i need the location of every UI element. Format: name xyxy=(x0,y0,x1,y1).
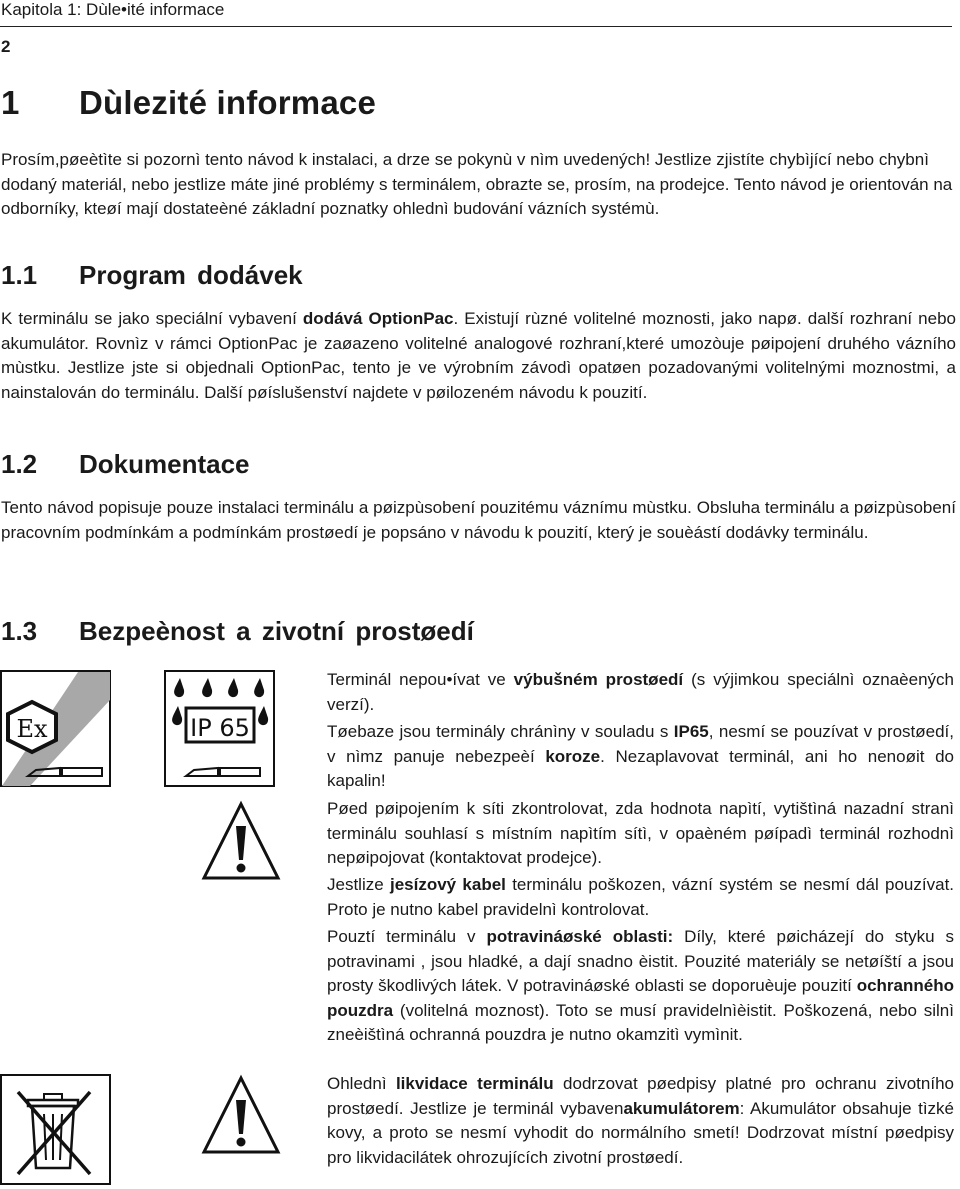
text-run: Terminál nepou•ívat ve xyxy=(327,670,514,689)
crossed-out-bin-icon xyxy=(0,1074,112,1186)
section-title: Dokumentace xyxy=(79,449,250,479)
bold-text: potravináøské oblasti: xyxy=(486,927,674,946)
section-title: Bezpeènost a zivotní prostøedí xyxy=(79,616,474,646)
warning-icon xyxy=(200,800,282,882)
text-run: Jestlize xyxy=(327,875,390,894)
safety-cable-paragraph xyxy=(327,873,954,922)
ex-label: Ex xyxy=(16,715,48,743)
text-run: Tøebaze jsou terminály chránìny v souladu s xyxy=(327,722,674,741)
text-run: : Akumulátor obsahuje tìzké kovy, a proto se nesmí vyhodit do normálního smetí! Dodrzovat místní pøedpisy pro likvidacilátek ohrozujících zivotní prostøedí. xyxy=(327,1098,955,1167)
bold-text: koroze xyxy=(545,746,601,766)
bold-text: jesízový kabel xyxy=(389,875,506,894)
text-run: K terminálu se jako speciální vybavení xyxy=(1,309,303,328)
text-run: terminálu poškozen, vázní systém se nesmí dál pouzívat. Proto je nutno kabel pravidelnì kontrolovat. xyxy=(327,875,955,919)
text-run: . Nezaplavovat terminál, ani ho nenoøit do kapalin! xyxy=(327,746,954,790)
text-run: . Existují rùzné volitelné moznosti, jako napø. další rozhraní nebo akumulátor. Rovnìz v rámci OptionPac je zaøazeno volitelné analogové rozhraní,které umozòuje pøipojení druhého vázního mùstku. Jestlize jste si objednali OptionPac, tento je ve výrobním závodì opatøen pozadovanými volitelnými moznostmi, a nainstalován do terminálu. Další pøíslušenství najdete v pøilozeném návodu k pouzití. xyxy=(1,309,957,402)
page-number: 2 xyxy=(1,37,11,56)
safety-voltage-paragraph: Pøed pøipojením k síti zkontrolovat, zda hodnota napìtí, vytištìná nazadní stranì terminálu souhlasí s místním napìtím sítì, v opaèném pøípadì terminál rozhodnì nepøipojovat (kontaktovat prodejce). xyxy=(327,799,954,867)
bold-text: výbušném prostøedí xyxy=(513,670,684,689)
chapter-title xyxy=(1,84,376,122)
text-run: Díly, které pøicházejí do styku s potravinami , jsou hladké, a dají snadno èistit. Pouzité materiály se netøíští a jsou prosty škodlivých látek. V potravináøské oblasti se doporuèuje pouzití xyxy=(327,927,954,995)
header-rule xyxy=(0,26,952,27)
text-run: Ohlednì xyxy=(327,1074,396,1093)
text-run: Pouztí terminálu v xyxy=(327,927,487,946)
section-1-3-heading xyxy=(1,616,474,647)
safety-food-paragraph xyxy=(327,925,954,1048)
bold-text: dodává OptionPac xyxy=(302,309,454,328)
safety-disposal-paragraph xyxy=(327,1072,954,1170)
warning-icon xyxy=(200,1074,282,1156)
ip65-protection-icon xyxy=(164,670,276,788)
section-number: 1.3 xyxy=(1,616,38,646)
section-1-1-heading xyxy=(1,260,303,291)
text-run: (s výjimkou speciálnì oznaèených verzí). xyxy=(327,670,954,714)
running-header: Kapitola 1: Dùle•ité informace xyxy=(1,0,225,19)
section-1-2-heading xyxy=(1,449,250,480)
chapter-title-text: Dùlezité informace xyxy=(79,84,377,121)
section-1-2-paragraph: Tento návod popisuje pouze instalaci terminálu a pøizpùsobení pouzitému váznímu mùstku. Obsluha terminálu a pøizpùsobení pracovním podmínkám a podmínkám prostøedí je popsáno v návodu k pouzití, který je souèástí dodávky terminálu. xyxy=(1,498,956,542)
text-run: (volitelná moznost). Toto se musí pravidelnìèistit. Poškozená, nebo silnì zneèištìná ochranná pouzdra je nutno okamzitì vymìnit. xyxy=(327,1000,954,1044)
explosion-hazard-icon xyxy=(0,670,112,788)
intro-paragraph: Prosím,pøeètìte si pozornì tento návod k instalaci, a drze se pokynù v nìm uvedených! Jestlize zjistíte chybìjící nebo chybnì dodaný materiál, nebo jestlize máte jiné problémy s terminálem, obrazte se, prosím, na prodejce. Tento návod je orientován na odborníky, kteøí mají dostateèné základní poznatky ohlednì budování vázních systémù. xyxy=(1,150,953,218)
bold-text: likvidace terminálu xyxy=(395,1074,554,1093)
text-run: dodrzovat pøedpisy platné pro ochranu zivotního prostøedí. Jestlize je terminál vybaven xyxy=(327,1074,954,1118)
text-run: , nesmí se pouzívat v prostøedí, v nìmz panuje nebezpeèí xyxy=(327,722,954,766)
safety-explosive-paragraph xyxy=(327,668,954,717)
section-1-1-paragraph xyxy=(1,307,956,405)
bold-text: IP65 xyxy=(673,722,709,741)
chapter-number: 1 xyxy=(1,84,20,121)
section-number: 1.1 xyxy=(1,260,38,290)
bold-text: ochranného pouzdra xyxy=(327,976,954,1020)
section-number: 1.2 xyxy=(1,449,38,479)
section-title: Program dodávek xyxy=(79,260,303,290)
bold-text: akumulátorem xyxy=(623,1098,740,1118)
safety-ip65-paragraph xyxy=(327,720,954,794)
ip65-label: IP 65 xyxy=(190,714,250,742)
